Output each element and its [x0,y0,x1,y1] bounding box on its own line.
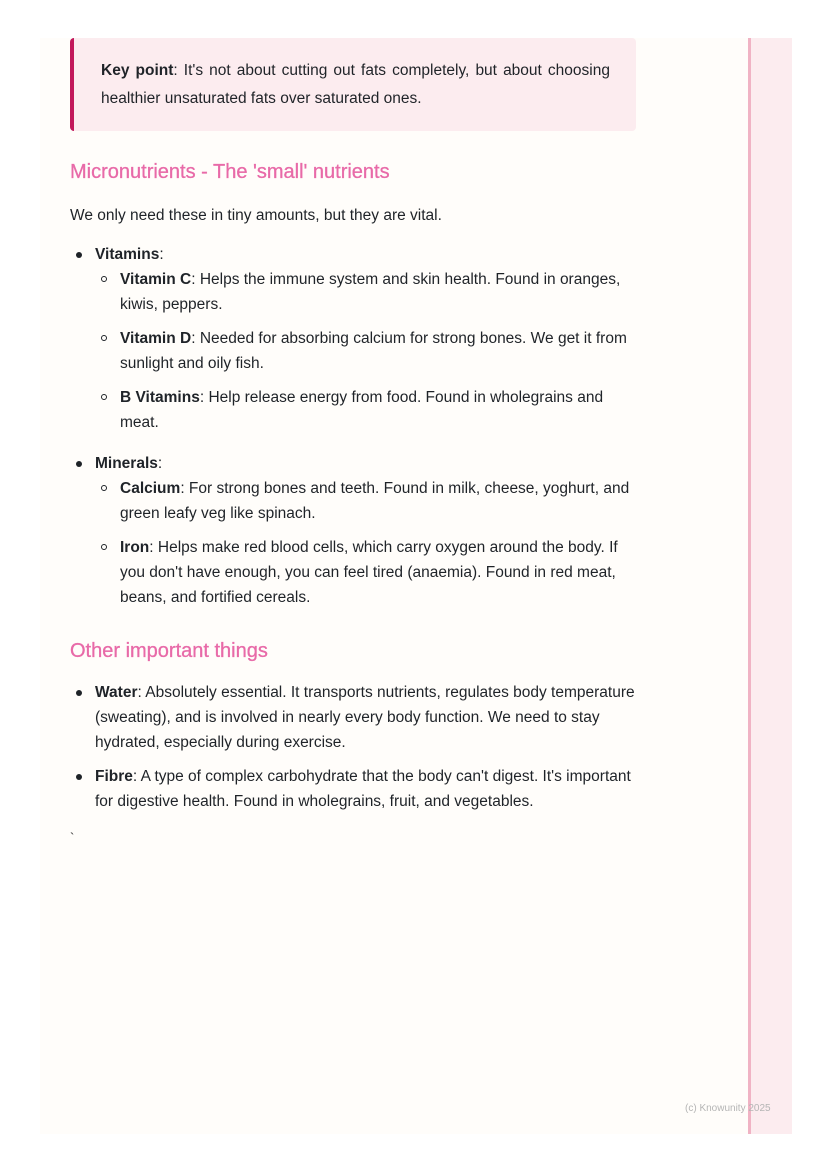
hollow-bullet-icon [101,335,107,341]
list-item-vitamins: Vitamins: Vitamin C: Helps the immune system and skin health. Found in oranges, kiwis, peppers. Vitamin D: Needed for absorbing calcium for strong bones. We get it from sunlight and oily fish. B Vitamins: Help release energy from food. Found in wholegrains and meat. [70,242,636,435]
group-label: Vitamins [95,246,160,263]
other-list [70,680,636,814]
list-item [70,680,636,755]
item-text: : A type of complex carbohydrate that the body can't digest. It's important for digestive health. Found in wholegrains, fruit, and vegetables. [95,768,631,810]
minerals-list [95,476,636,610]
item-name: Vitamin C [120,271,192,288]
bullet-icon [76,774,82,780]
vitamins-list [95,267,636,435]
item-text: : Helps the immune system and skin health. Found in oranges, kiwis, peppers. [120,271,621,313]
stray-mark: ` [70,830,75,845]
item-text: : For strong bones and teeth. Found in milk, cheese, yoghurt, and green leafy veg like spinach. [120,480,630,522]
section-heading-micronutrients: Micronutrients - The 'small' nutrients [70,161,390,183]
section-intro: We only need these in tiny amounts, but they are vital. [70,207,442,224]
list-item [95,535,636,610]
item-name: B Vitamins [120,389,200,406]
bullet-icon [76,461,82,467]
bullet-icon [76,690,82,696]
item-name: Iron [120,539,150,556]
list-item [70,764,636,814]
list-item [95,267,636,317]
micronutrient-groups [70,242,636,610]
bullet-icon [76,252,82,258]
callout-label: Key point [101,62,174,79]
hollow-bullet-icon [101,544,107,550]
document-content [70,38,636,846]
item-name: Vitamin D [120,330,192,347]
list-item-minerals: Minerals: Calcium: For strong bones and teeth. Found in milk, cheese, yoghurt, and green leafy veg like spinach. Iron: Helps make red blood cells, which carry oxygen around the body. If you don't have enough, you can feel tired (anaemia). Found in red meat, beans, and fortified cereals. [70,451,636,610]
side-divider [748,38,751,1134]
footer-copyright: (c) Knowunity 2025 [685,1103,771,1114]
group-label: Minerals [95,455,158,472]
key-point-callout [70,38,636,131]
list-item [95,476,636,526]
item-text: : Absolutely essential. It transports nutrients, regulates body temperature (sweating), and is involved in nearly every body function. We need to stay hydrated, especially during exercise. [95,684,635,751]
item-name: Fibre [95,768,133,785]
hollow-bullet-icon [101,276,107,282]
list-item [95,326,636,376]
list-item [95,385,636,435]
side-panel [748,38,792,1134]
item-text: : Needed for absorbing calcium for strong bones. We get it from sunlight and oily fish. [120,330,627,372]
callout-text: : It's not about cutting out fats completely, but about choosing healthier unsaturated fats over saturated ones. [101,62,610,107]
item-text: : Helps make red blood cells, which carry oxygen around the body. If you don't have enough, you can feel tired (anaemia). Found in red meat, beans, and fortified cereals. [120,539,618,606]
item-text: : Help release energy from food. Found in wholegrains and meat. [120,389,604,431]
item-name: Calcium [120,480,181,497]
hollow-bullet-icon [101,485,107,491]
hollow-bullet-icon [101,394,107,400]
item-name: Water [95,684,138,701]
section-heading-other: Other important things [70,640,268,662]
